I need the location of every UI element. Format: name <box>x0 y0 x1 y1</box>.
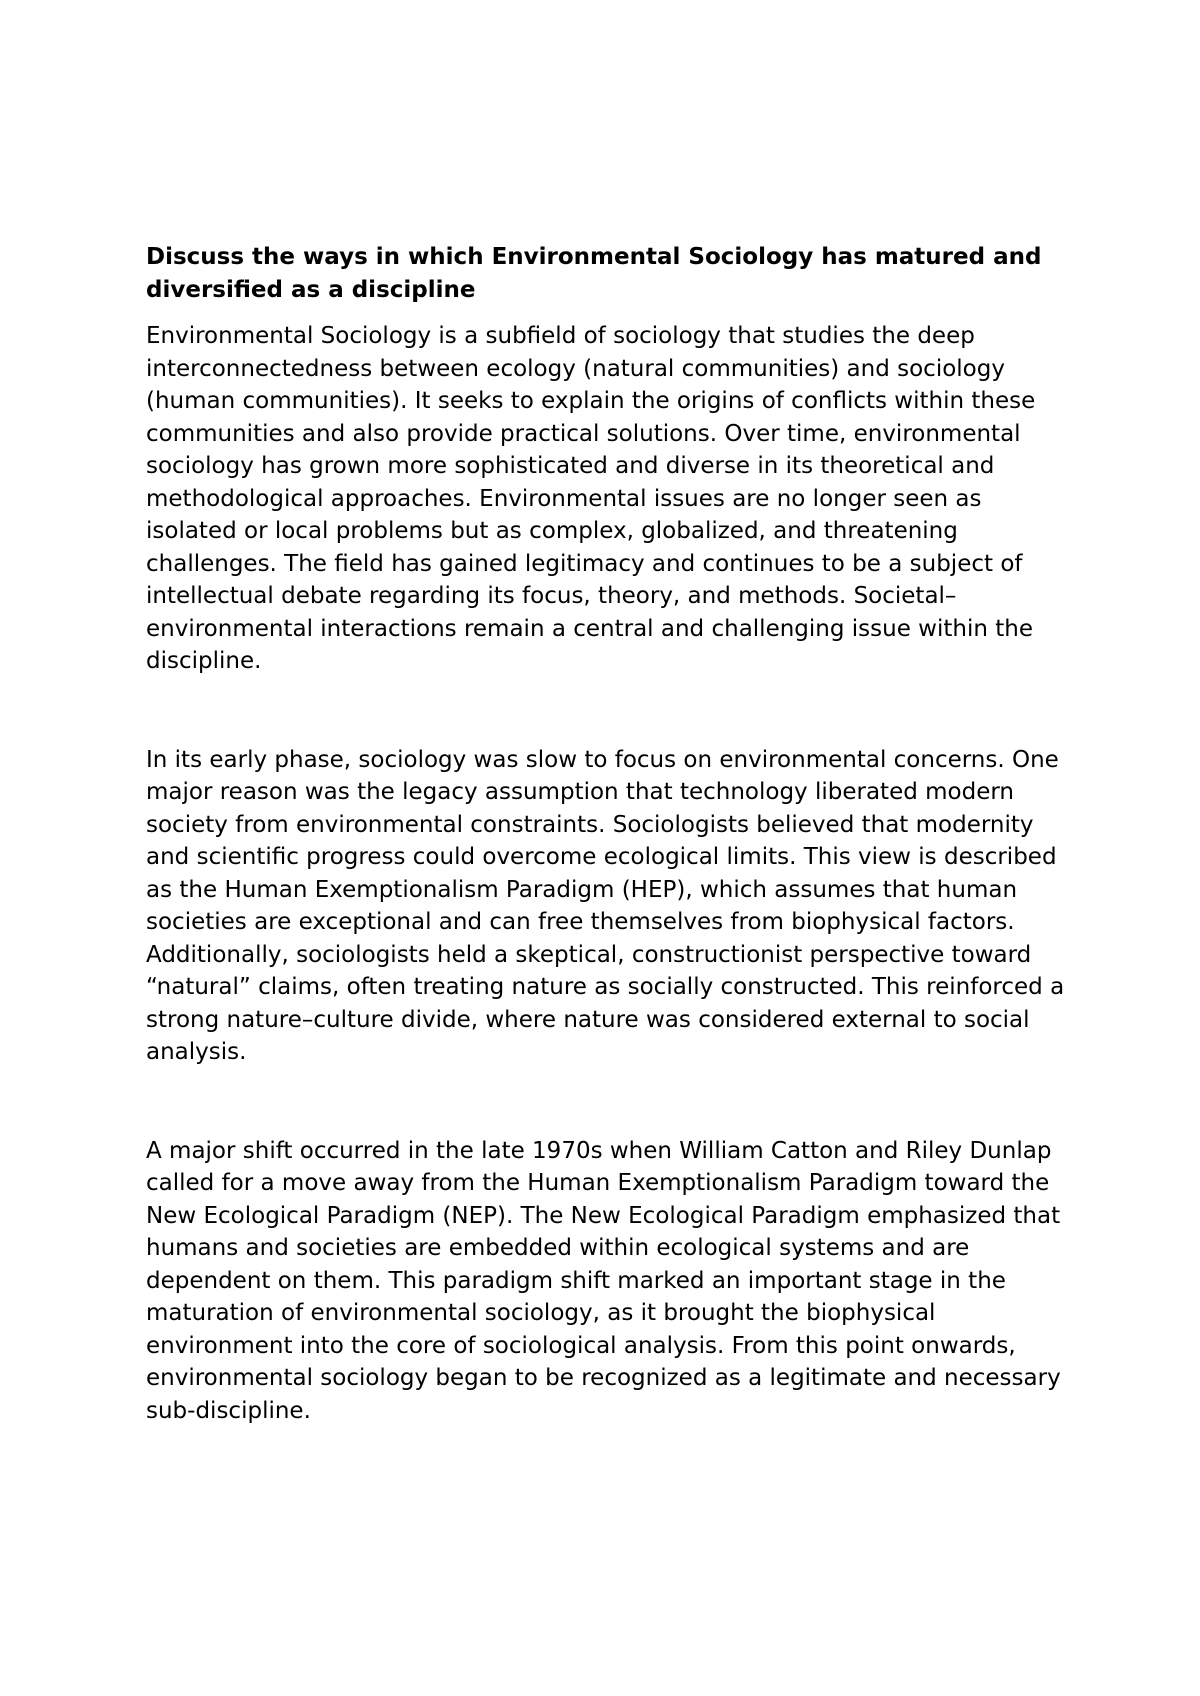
paragraph-intro: Environmental Sociology is a subfield of sociology that studies the deep interconnectedness between ecology (natural communities) and sociology (human communities). It seeks to explain the origins of conflicts within these communities and also provide practical solutions. Over time, environmental sociology has grown more sophisticated and diverse in its theoretical and methodological approaches. Environmental issues are no longer seen as isolated or local problems but as complex, globalized, and threatening challenges. The field has gained legitimacy and continues to be a subject of intellectual debate regarding its focus, theory, and methods. Societal–environmental interactions remain a central and challenging issue within the discipline. <box>146 323 1036 674</box>
paragraph-paradigm-shift: A major shift occurred in the late 1970s when William Catton and Riley Dunlap called for a move away from the Human Exemptionalism Paradigm toward the New Ecological Paradigm (NEP). The New Ecological Paradigm emphasized that humans and societies are embedded within ecological systems and are dependent on them. This paradigm shift marked an important stage in the maturation of environmental sociology, as it brought the biophysical environment into the core of sociological analysis. From this point onwards, environmental sociology began to be recognized as a legitimate and necessary sub-discipline. <box>146 1137 1061 1424</box>
document-body <box>146 241 1066 1427</box>
document-title: Discuss the ways in which Environmental Sociology has matured and diversified as a discipline <box>146 244 1042 303</box>
paragraph-early-phase: In its early phase, sociology was slow to focus on environmental concerns. One major reason was the legacy assumption that technology liberated modern society from environmental constraints. Sociologists believed that modernity and scientific progress could overcome ecological limits. This view is described as the Human Exemptionalism Paradigm (HEP), which assumes that human societies are exceptional and can free themselves from biophysical factors. Additionally, sociologists held a skeptical, constructionist perspective toward “natural” claims, often treating nature as socially constructed. This reinforced a strong nature–culture divide, where nature was considered external to social analysis. <box>146 746 1065 1065</box>
